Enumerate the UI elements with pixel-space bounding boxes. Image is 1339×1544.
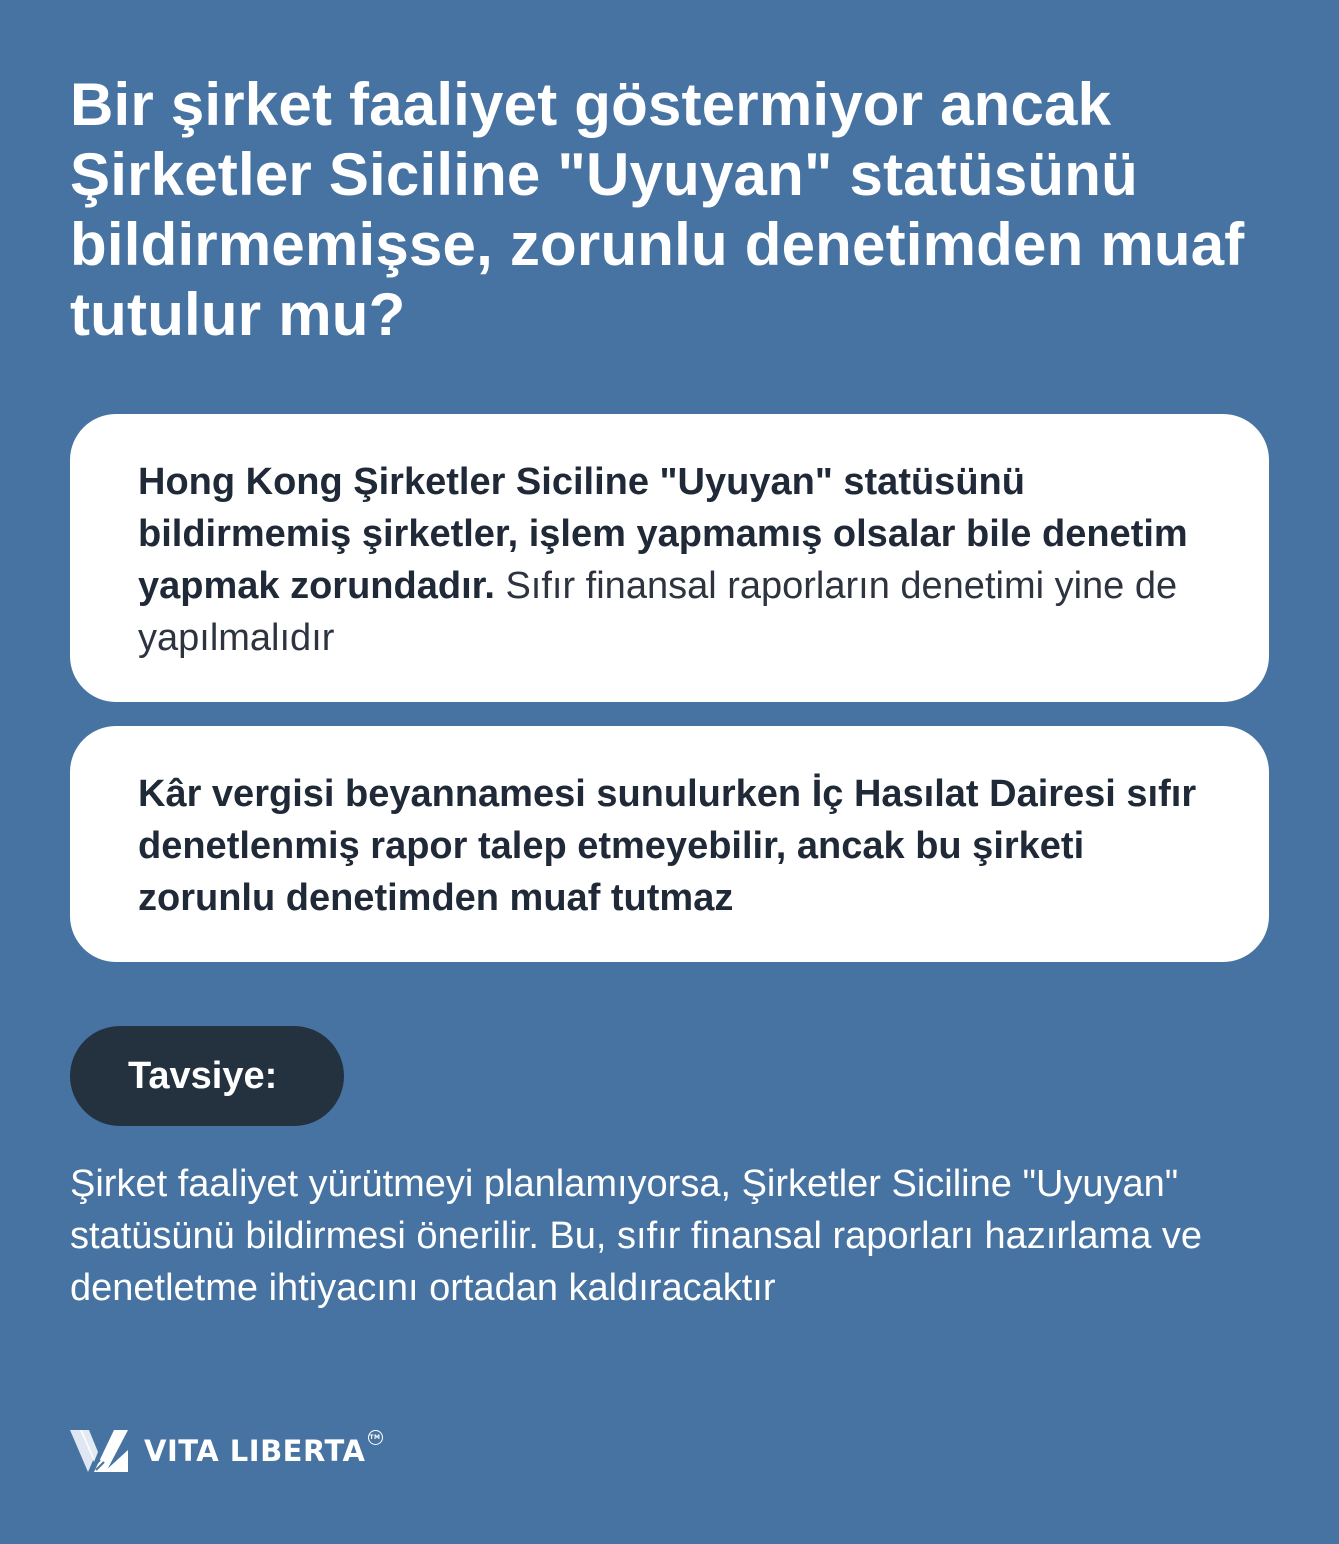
info-card-bold-text: Kâr vergisi beyannamesi sunulurken İç Hasılat Dairesi sıfır denetlenmiş rapor talep etmeyebilir, ancak bu şirketi zorunlu denetimden muaf tutmaz	[138, 773, 1197, 919]
page-title: Bir şirket faaliyet göstermiyor ancak Şirketler Siciline "Uyuyan" statüsünü bildirmemişse, zorunlu denetimden muaf tutulur mu?	[70, 71, 1245, 348]
trademark-mark: TM	[368, 1430, 383, 1445]
info-card-unregistered-dormant	[70, 414, 1269, 702]
vita-liberta-logo-icon	[70, 1428, 130, 1474]
info-card-normal-text: Sıfır finansal raporların denetimi yine de yapılmalıdır	[138, 565, 1178, 659]
brand-name-text: VITA LIBERTA	[144, 1434, 366, 1468]
advice-text: Şirket faaliyet yürütmeyi planlamıyorsa, Şirketler Siciline "Uyuyan" statüsünü bildirmesi önerilir. Bu, sıfır finansal raporları hazırlama ve denetletme ihtiyacını ortadan kaldıracaktır	[70, 1163, 1203, 1309]
info-card-text	[138, 768, 1199, 924]
brand-name	[144, 1428, 383, 1474]
info-card-tax-return	[70, 726, 1269, 962]
info-card-text	[138, 456, 1199, 664]
brand-logo	[70, 1428, 383, 1474]
info-card-bold-text: Hong Kong Şirketler Siciline "Uyuyan" statüsünü bildirmemiş şirketler, işlem yapmamış olsalar bile denetim yapmak zorundadır.	[138, 461, 1188, 607]
advice-label-badge: Tavsiye:	[70, 1026, 344, 1126]
